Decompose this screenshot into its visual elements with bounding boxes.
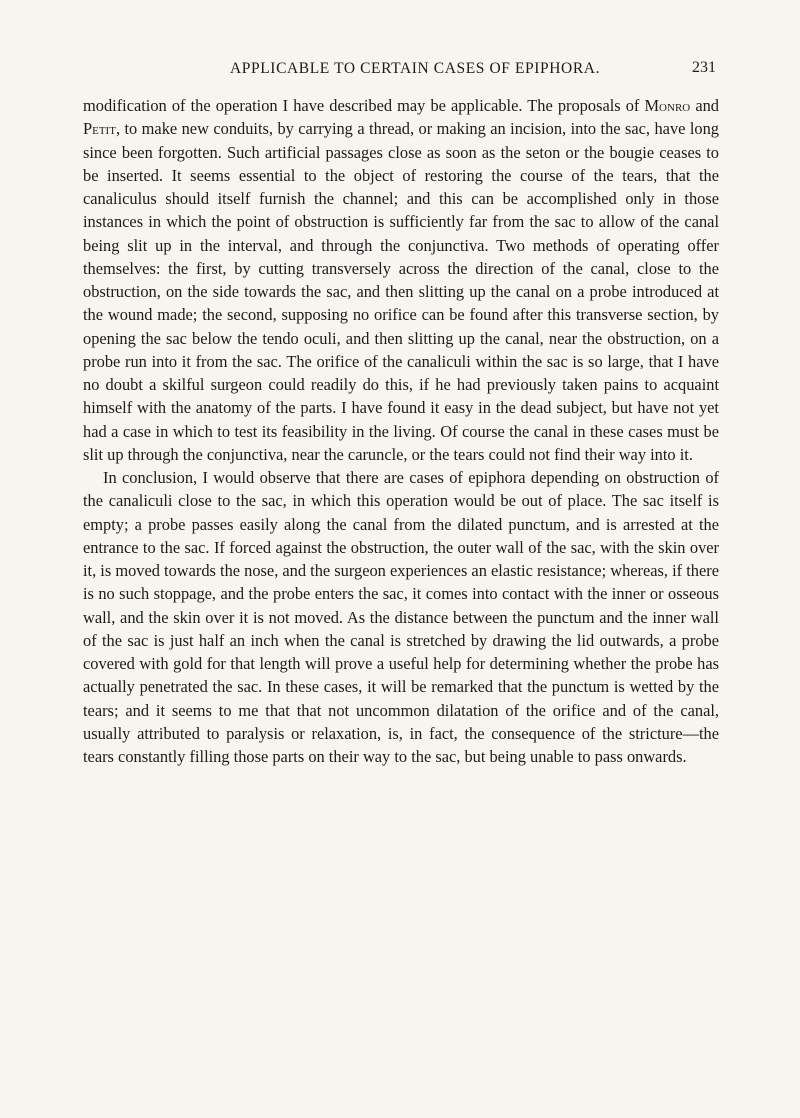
conjunction: and: [690, 96, 719, 115]
author-name-petit: Petit: [83, 119, 116, 139]
paragraph-2: In conclusion, I would observe that there are cases of epiphora depending on obstruction of the canaliculi close to the sac, in which this operation would be out of place. The sac itself is empty; a probe passes easily along the canal from the dilated punctum, and is arrested at the entrance to the sac. If forced against the obstruction, the outer wall of the sac, with the skin over it, is moved towards the nose, and the surgeon experiences an elastic resistance; whereas, if there is no such stoppage, and the probe enters the sac, it comes into contact with the inner or osseous wall, and the skin over it is not moved. As the distance between the punctum and the inner wall of the sac is just half an inch when the canal is stretched by drawing the lid outwards, a probe covered with gold for that length will prove a useful help for determining whether the probe has actually penetrated the sac. In these cases, it will be remarked that the punctum is wetted by the tears; and it seems to me that that not uncommon dilatation of the orifice and of the canal, usually attributed to paralysis or relaxation, is, in fact, the consequence of the stricture—the tears constantly filling those parts on their way to the sac, but being unable to pass onwards.: [83, 468, 719, 766]
page-number: 231: [692, 59, 716, 76]
paragraph-1: [83, 94, 719, 466]
author-name-monro: Monro: [644, 96, 691, 115]
paragraph-1-rest: , to make new conduits, by carrying a thread, or making an incision, into the sac, have long since been forgotten. Such artificial passages close as soon as the seton or the bougie ceases to be inserted. It seems essential to the object of restoring the course of the tears, that the canaliculus should itself furnish the channel; and this can be accomplished only in those instances in which the point of obstruction is sufficiently far from the sac to allow of the canal being slit up in the interval, and through the conjunctiva. Two methods of operating offer themselves: the first, by cutting transversely across the direction of the canal, close to the obstruction, on the side towards the sac, and then slitting up the canal on a probe introduced at the wound made; the second, supposing no orifice can be found after this transverse section, by opening the sac below the tendo oculi, and then slitting up the canal, near the obstruction, on a probe run into it from the sac. The orifice of the canaliculi within the sac is so large, that I have no doubt a skilful surgeon could readily do this, if he had previously taken pains to acquaint himself with the anatomy of the parts. I have found it easy in the dead subject, but have not yet had a case in which to test its feasibility in the living. Of course the canal in these cases must be slit up through the conjunctiva, near the caruncle, or the tears could not find their way into it.: [83, 119, 719, 464]
running-header: APPLICABLE TO CERTAIN CASES OF EPIPHORA.: [230, 60, 601, 77]
paragraph-1-lead: modification of the operation I have described may be applicable. The proposals of: [83, 96, 645, 115]
body-text: [83, 94, 719, 768]
